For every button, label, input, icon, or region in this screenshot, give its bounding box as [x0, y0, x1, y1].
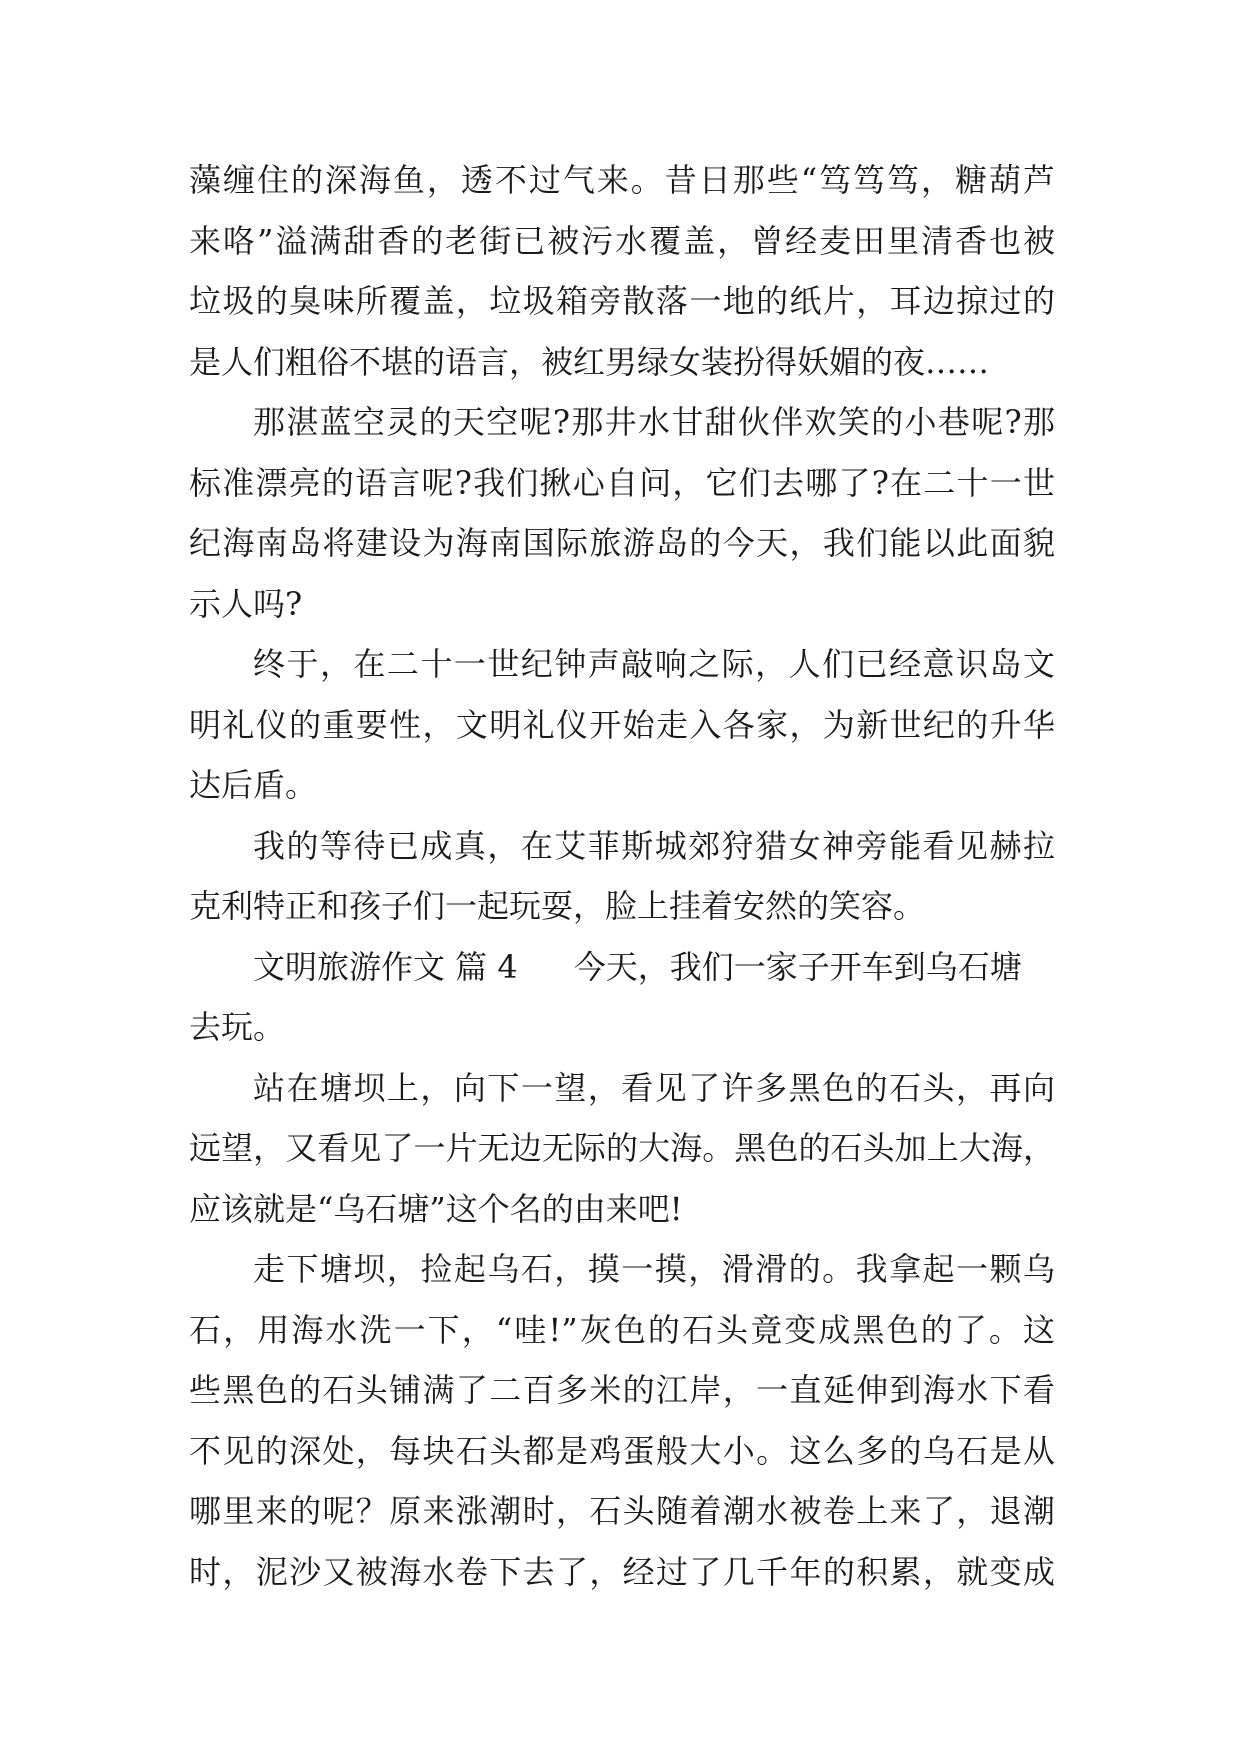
text-line: 藻缠住的深海鱼，透不过气来。昔日那些“笃笃笃，糖葫芦 [189, 161, 1055, 199]
text-line: 标准漂亮的语言呢?我们揪心自问，它们去哪了?在二十一世 [189, 463, 1055, 502]
text-line: 明礼仪的重要性，文明礼仪开始走入各家，为新世纪的升华 [189, 705, 1055, 744]
text-line: 示人吗? [189, 584, 303, 623]
text-line-start: 今天，我们一家子开车到乌石塘 [573, 947, 1022, 986]
text-line: 纪海南岛将建设为海南国际旅游岛的今天，我们能以此面貌 [189, 524, 1055, 562]
text-line: 达后盾。 [189, 766, 318, 804]
text-line: 垃圾的臭味所覆盖，垃圾箱旁散落一地的纸片，耳边掠过的 [189, 282, 1055, 320]
text-line: 来咯”溢满甜香的老街已被污水覆盖，曾经麦田里清香也被 [189, 221, 1055, 260]
text-line: 些黑色的石头铺满了二百多米的江岸，一直延伸到海水下看 [189, 1371, 1055, 1409]
text-line: 终于，在二十一世纪钟声敲响之际，人们已经意识岛文 [253, 645, 1055, 683]
text-line: 远望，又看见了一片无边无际的大海。黑色的石头加上大海， [189, 1129, 1055, 1167]
text-line: 走下塘坝，捡起乌石，摸一摸，滑滑的。我拿起一颗乌 [253, 1250, 1055, 1288]
text-line: 站在塘坝上，向下一望，看见了许多黑色的石头，再向 [253, 1068, 1055, 1107]
text-line: 那湛蓝空灵的天空呢?那井水甘甜伙伴欢笑的小巷呢?那 [253, 403, 1055, 441]
text-line: 克利特正和孩子们一起玩耍，脸上挂着安然的笑容。 [189, 887, 926, 925]
section-heading: 文明旅游作文 篇 4 [253, 947, 518, 986]
text-line: 应该就是“乌石塘”这个名的由来吧! [189, 1189, 683, 1228]
text-line: 去玩。 [189, 1008, 286, 1046]
text-line: 是人们粗俗不堪的语言，被红男绿女装扮得妖媚的夜…… [189, 342, 990, 381]
text-line: 石，用海水洗一下，“哇!”灰色的石头竟变成黑色的了。这 [189, 1310, 1055, 1349]
text-line: 时，泥沙又被海水卷下去了，经过了几千年的积累，就变成 [189, 1552, 1055, 1591]
text-line: 不见的深处，每块石头都是鸡蛋般大小。这么多的乌石是从 [189, 1431, 1055, 1470]
text-line: 我的等待已成真，在艾菲斯城郊狩猎女神旁能看见赫拉 [253, 826, 1055, 865]
article-body [189, 150, 1055, 1602]
section-heading-line [189, 937, 1055, 998]
text-line: 哪里来的呢？原来涨潮时，石头随着潮水被卷上来了，退潮 [189, 1492, 1055, 1530]
